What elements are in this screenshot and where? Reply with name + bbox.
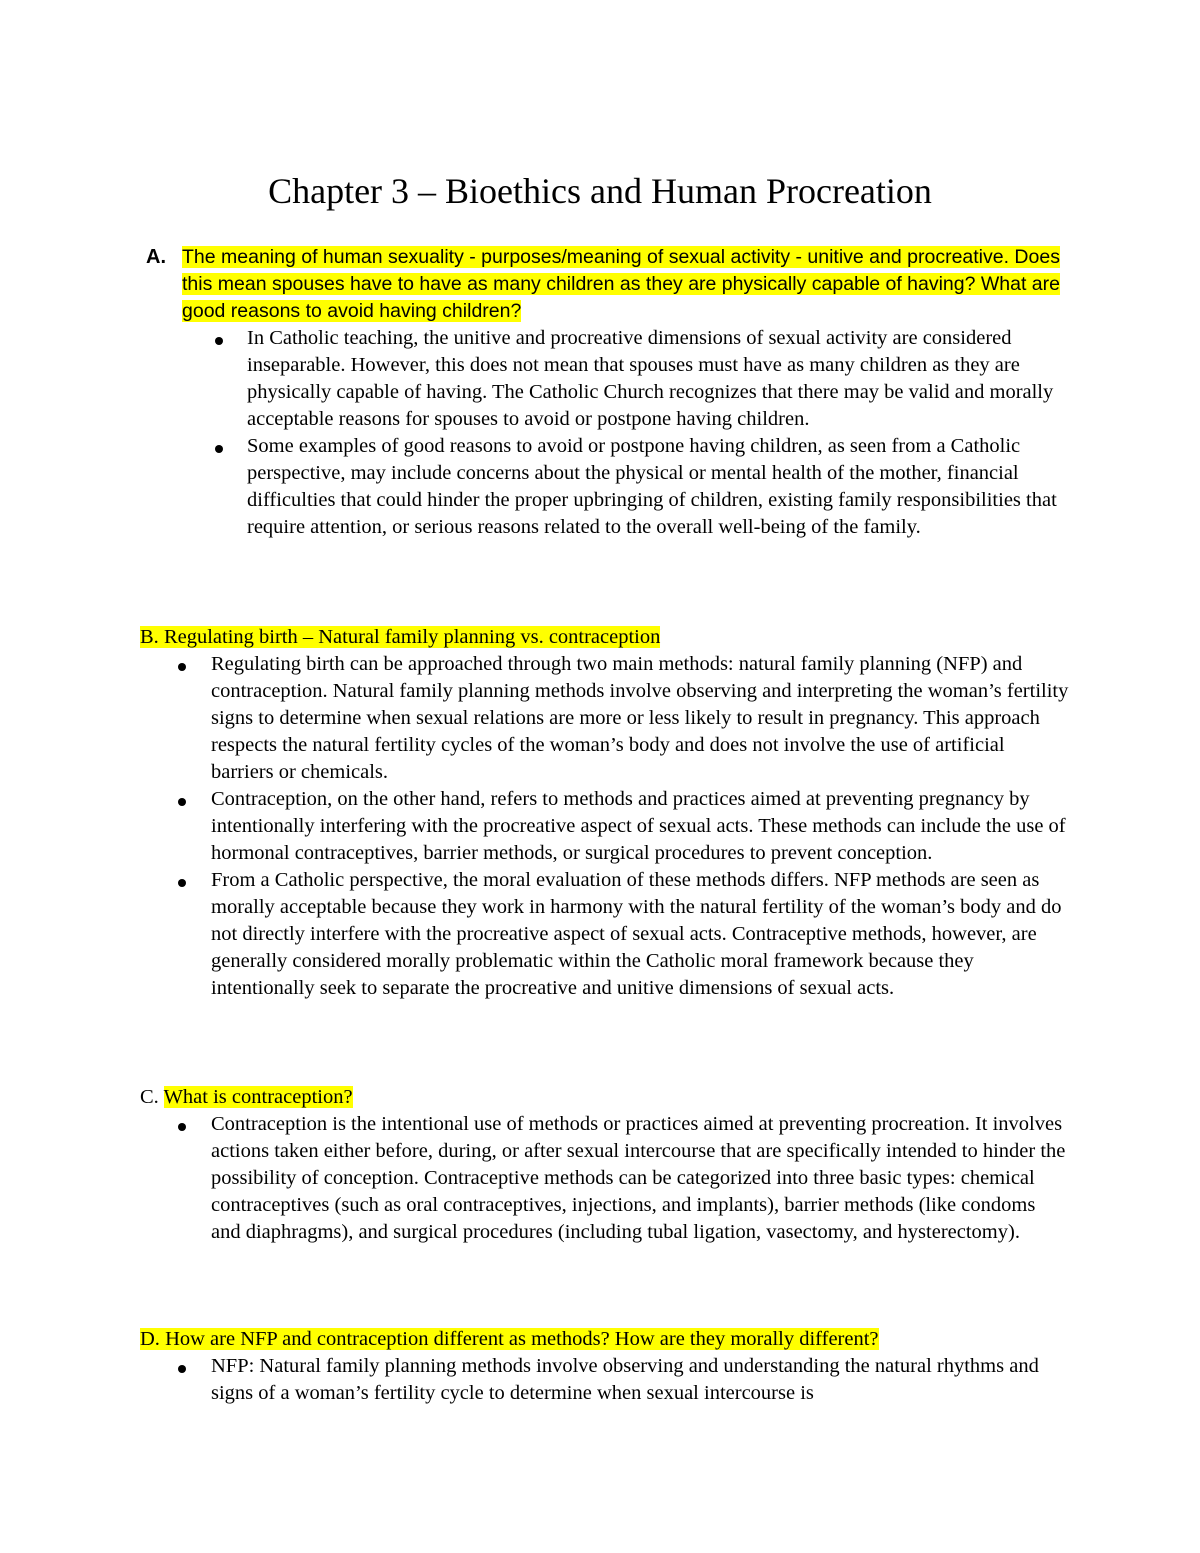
bullet-icon (178, 879, 186, 887)
section-c-heading: What is contraception? (163, 1086, 353, 1108)
section-b-heading: Regulating birth – Natural family planning vs. contraception (163, 626, 661, 648)
page-title: Chapter 3 – Bioethics and Human Procreation (268, 171, 932, 211)
bullet-icon (215, 337, 223, 345)
section-a-heading-row (140, 244, 1070, 325)
bullet-text: Some examples of good reasons to avoid or postpone having children, as seen from a Catholic perspective, may include concerns about the physical or mental health of the mother, financial difficulties that could hinder the proper upbringing of children, existing family responsibilities that require attention, or serious reasons related to the overall well-being of the family. (247, 435, 1057, 538)
section-d-marker: D. (140, 1328, 160, 1350)
section-d (140, 1326, 1070, 1407)
section-b-marker: B. (140, 626, 159, 648)
section-a-bullet-list (140, 325, 1070, 541)
list-item (140, 786, 1070, 867)
bullet-text: Contraception, on the other hand, refers to methods and practices aimed at preventing pregnancy by intentionally interfering with the procreative aspect of sexual acts. These methods can include the use of hormonal contraceptives, barrier methods, or surgical procedures to prevent conception. (211, 788, 1066, 864)
bullet-icon (178, 1365, 186, 1373)
bullet-icon (178, 663, 186, 671)
section-b-heading-row (140, 624, 1070, 651)
section-c-bullet-list (140, 1111, 1070, 1246)
list-item (140, 651, 1070, 786)
list-item (140, 1111, 1070, 1246)
section-a (140, 244, 1070, 541)
bullet-icon (178, 798, 186, 806)
section-b (140, 624, 1070, 1002)
section-a-heading: The meaning of human sexuality - purposes/meaning of sexual activity - unitive and procreative. Does this mean spouses have to have as many children as they are physically capable of having? What are good reasons to avoid having children? (182, 246, 1060, 322)
section-b-bullet-list (140, 651, 1070, 1002)
section-c-heading-row (140, 1084, 1070, 1111)
bullet-text: Regulating birth can be approached through two main methods: natural family planning (NFP) and contraception. Natural family planning methods involve observing and interpreting the woman’s fertility signs to determine when sexual relations are more or less likely to result in pregnancy. This approach respects the natural fertility cycles of the woman’s body and does not involve the use of artificial barriers or chemicals. (211, 653, 1069, 783)
bullet-icon (178, 1123, 186, 1131)
bullet-text: Contraception is the intentional use of methods or practices aimed at preventing procreation. It involves actions taken either before, during, or after sexual intercourse that are specifically intended to hinder the possibility of conception. Contraceptive methods can be categorized into three basic types: chemical contraceptives (such as oral contraceptives, injections, and implants), barrier methods (like condoms and diaphragms), and surgical procedures (including tubal ligation, vasectomy, and hysterectomy). (211, 1113, 1066, 1243)
section-d-heading: How are NFP and contraception different as methods? How are they morally different? (165, 1328, 879, 1350)
section-a-marker: A. (146, 246, 166, 268)
list-item (140, 325, 1070, 433)
section-d-heading-row (140, 1326, 1070, 1353)
list-item (140, 433, 1070, 541)
bullet-text: From a Catholic perspective, the moral evaluation of these methods differs. NFP methods are seen as morally acceptable because they work in harmony with the natural fertility of the woman’s body and do not directly interfere with the procreative aspect of sexual acts. Contraceptive methods, however, are generally considered morally problematic within the Catholic moral framework because they intentionally seek to separate the procreative and unitive dimensions of sexual acts. (211, 869, 1062, 999)
list-item (140, 867, 1070, 1002)
list-item (140, 1353, 1070, 1407)
bullet-text: NFP: Natural family planning methods involve observing and understanding the natural rhythms and signs of a woman’s fertility cycle to determine when sexual intercourse is (211, 1355, 1039, 1404)
section-c-marker: C. (140, 1086, 159, 1108)
bullet-icon (215, 445, 223, 453)
bullet-text: In Catholic teaching, the unitive and procreative dimensions of sexual activity are considered inseparable. However, this does not mean that spouses must have as many children as they are physically capable of having. The Catholic Church recognizes that there may be valid and morally acceptable reasons for spouses to avoid or postpone having children. (247, 327, 1054, 430)
section-d-bullet-list (140, 1353, 1070, 1407)
section-c (140, 1084, 1070, 1246)
